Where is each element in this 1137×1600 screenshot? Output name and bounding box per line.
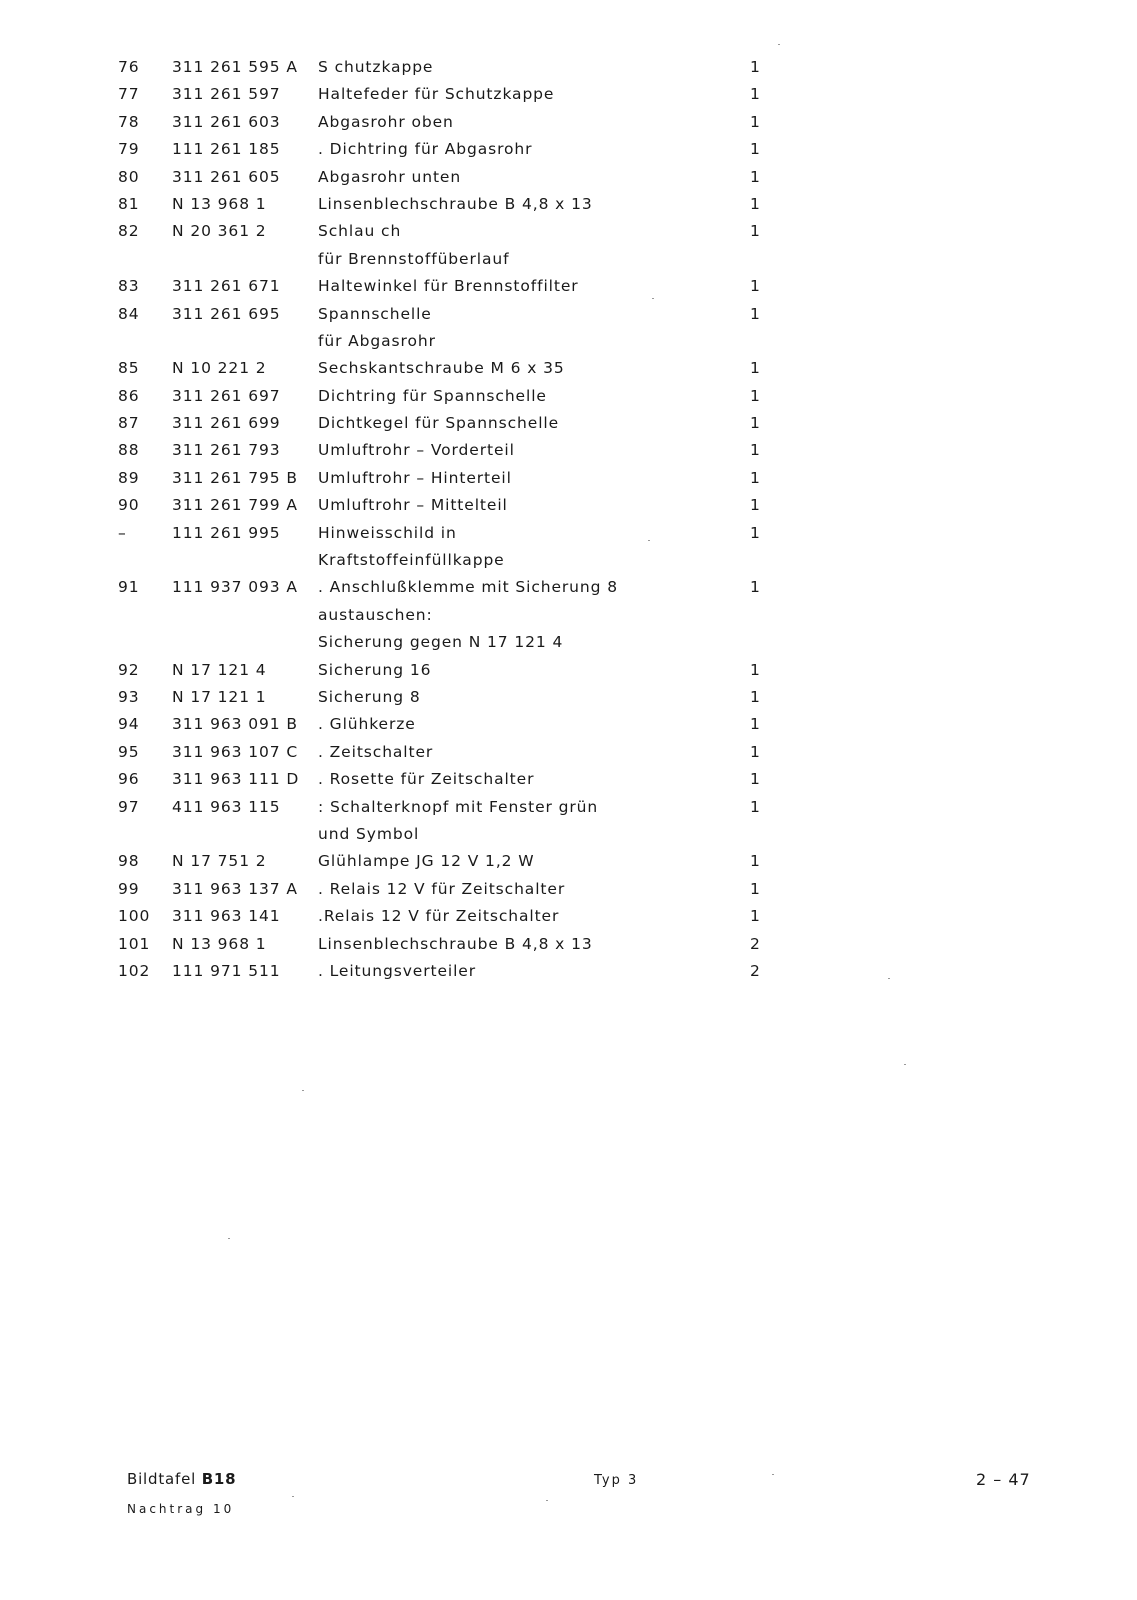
row-number: 89 — [118, 468, 140, 487]
row-number: 98 — [118, 852, 140, 871]
parts-row — [0, 385, 1137, 412]
part-description: Sicherung 8 — [318, 687, 421, 706]
part-number: 311 963 141 — [172, 907, 281, 926]
row-number: 97 — [118, 797, 140, 816]
parts-row — [0, 439, 1137, 466]
parts-row — [0, 56, 1137, 83]
page-number: 2 – 47 — [976, 1470, 1031, 1489]
part-number: N 20 361 2 — [172, 222, 267, 241]
part-number: N 17 751 2 — [172, 852, 267, 871]
scan-speck — [888, 978, 890, 979]
row-number: 84 — [118, 304, 140, 323]
part-description: . Anschlußklemme mit Sicherung 8 — [318, 578, 618, 597]
parts-row — [0, 220, 1137, 247]
part-number: N 17 121 1 — [172, 687, 267, 706]
part-description: : Schalterknopf mit Fenster grün — [318, 797, 599, 816]
parts-row — [0, 330, 1137, 357]
row-number: 101 — [118, 934, 151, 953]
part-number: N 13 968 1 — [172, 194, 267, 213]
row-number: 80 — [118, 167, 140, 186]
row-number: 85 — [118, 359, 140, 378]
part-description: Kraftstoffeinfüllkappe — [318, 551, 505, 570]
quantity: 1 — [750, 852, 761, 871]
part-description: Sicherung 16 — [318, 660, 432, 679]
row-number: 83 — [118, 277, 140, 296]
part-description: für Brennstoffüberlauf — [318, 249, 510, 268]
part-description: . Zeitschalter — [318, 742, 434, 761]
parts-row — [0, 686, 1137, 713]
part-number: 311 261 795 B — [172, 468, 298, 487]
quantity: 1 — [750, 167, 761, 186]
part-description: . Rosette für Zeitschalter — [318, 770, 535, 789]
quantity: 1 — [750, 441, 761, 460]
plate-id: B18 — [201, 1470, 237, 1488]
quantity: 1 — [750, 660, 761, 679]
parts-row — [0, 111, 1137, 138]
parts-row — [0, 933, 1137, 960]
row-number: 79 — [118, 140, 140, 159]
parts-row — [0, 768, 1137, 795]
part-description: . Glühkerze — [318, 715, 416, 734]
parts-row — [0, 905, 1137, 932]
quantity: 1 — [750, 797, 761, 816]
row-number: – — [118, 523, 127, 542]
part-description: Haltefeder für Schutzkappe — [318, 85, 555, 104]
part-number: 311 261 605 — [172, 167, 281, 186]
quantity: 1 — [750, 386, 761, 405]
quantity: 1 — [750, 907, 761, 926]
quantity: 1 — [750, 359, 761, 378]
parts-row — [0, 823, 1137, 850]
quantity: 1 — [750, 112, 761, 131]
part-description: und Symbol — [318, 824, 420, 843]
quantity: 1 — [750, 194, 761, 213]
parts-row — [0, 166, 1137, 193]
parts-row — [0, 713, 1137, 740]
row-number: 96 — [118, 770, 140, 789]
parts-row — [0, 303, 1137, 330]
quantity: 1 — [750, 742, 761, 761]
quantity: 1 — [750, 879, 761, 898]
part-description: Hinweisschild in — [318, 523, 457, 542]
quantity: 1 — [750, 496, 761, 515]
parts-list — [0, 56, 1137, 987]
part-number: 311 261 697 — [172, 386, 281, 405]
part-description: Linsenblechschraube B 4,8 x 13 — [318, 934, 593, 953]
row-number: 76 — [118, 58, 140, 76]
part-description: Linsenblechschraube B 4,8 x 13 — [318, 194, 593, 213]
scan-speck — [546, 1500, 548, 1501]
parts-row — [0, 549, 1137, 576]
part-description: Umluftrohr – Mittelteil — [318, 496, 508, 515]
part-description: . Leitungsverteiler — [318, 961, 477, 980]
part-description: Sicherung gegen N 17 121 4 — [318, 633, 564, 652]
part-number: 311 261 597 — [172, 85, 281, 104]
quantity: 1 — [750, 140, 761, 159]
parts-row — [0, 960, 1137, 987]
parts-row — [0, 850, 1137, 877]
part-number: 311 261 793 — [172, 441, 281, 460]
part-number: 311 261 695 — [172, 304, 281, 323]
part-number: 311 963 137 A — [172, 879, 298, 898]
part-description: Dichtkegel für Spannschelle — [318, 414, 560, 433]
row-number: 94 — [118, 715, 140, 734]
part-description: . Dichtring für Abgasrohr — [318, 140, 533, 159]
part-number: 111 937 093 A — [172, 578, 298, 597]
quantity: 1 — [750, 687, 761, 706]
part-number: 311 963 107 C — [172, 742, 299, 761]
row-number: 100 — [118, 907, 151, 926]
parts-row — [0, 248, 1137, 275]
parts-row — [0, 878, 1137, 905]
quantity: 2 — [750, 961, 761, 980]
scan-speck — [652, 298, 654, 299]
scan-speck — [292, 1496, 294, 1497]
part-description: Abgasrohr unten — [318, 167, 462, 186]
row-number: 92 — [118, 660, 140, 679]
part-number: 311 261 671 — [172, 277, 281, 296]
row-number: 86 — [118, 386, 140, 405]
part-number: 311 261 799 A — [172, 496, 298, 515]
row-number: 77 — [118, 85, 140, 104]
part-number: N 10 221 2 — [172, 359, 267, 378]
plate-label: Bildtafel — [127, 1470, 197, 1488]
parts-row — [0, 659, 1137, 686]
quantity: 1 — [750, 523, 761, 542]
quantity: 1 — [750, 277, 761, 296]
parts-row — [0, 138, 1137, 165]
part-description: .Relais 12 V für Zeitschalter — [318, 907, 560, 926]
quantity: 1 — [750, 85, 761, 104]
plate-reference — [127, 1470, 236, 1488]
row-number: 99 — [118, 879, 140, 898]
parts-row — [0, 83, 1137, 110]
parts-row — [0, 796, 1137, 823]
row-number: 91 — [118, 578, 140, 597]
part-number: N 13 968 1 — [172, 934, 267, 953]
quantity: 1 — [750, 578, 761, 597]
parts-row — [0, 576, 1137, 603]
scan-speck — [904, 1064, 906, 1065]
parts-row — [0, 494, 1137, 521]
row-number: 102 — [118, 961, 151, 980]
part-description: Dichtring für Spannschelle — [318, 386, 547, 405]
quantity: 1 — [750, 715, 761, 734]
quantity: 1 — [750, 222, 761, 241]
scan-speck — [302, 1090, 304, 1091]
parts-row — [0, 522, 1137, 549]
parts-row — [0, 604, 1137, 631]
part-number: 311 261 699 — [172, 414, 281, 433]
part-description: Glühlampe JG 12 V 1,2 W — [318, 852, 535, 871]
part-number: 111 261 995 — [172, 523, 281, 542]
row-number: 78 — [118, 112, 140, 131]
quantity: 1 — [750, 468, 761, 487]
parts-row — [0, 741, 1137, 768]
scan-speck — [228, 1238, 230, 1239]
part-description: S chutzkappe — [318, 58, 434, 76]
vehicle-type: Typ 3 — [594, 1473, 639, 1488]
part-description: Sechskantschraube M 6 x 35 — [318, 359, 565, 378]
scan-speck — [778, 44, 780, 45]
part-description: Haltewinkel für Brennstoffilter — [318, 277, 579, 296]
quantity: 1 — [750, 770, 761, 789]
part-number: 311 261 603 — [172, 112, 281, 131]
parts-row — [0, 467, 1137, 494]
part-number: 411 963 115 — [172, 797, 281, 816]
row-number: 95 — [118, 742, 140, 761]
row-number: 93 — [118, 687, 140, 706]
part-description: austauschen: — [318, 605, 433, 624]
part-description: Umluftrohr – Vorderteil — [318, 441, 515, 460]
part-number: 311 963 091 B — [172, 715, 298, 734]
part-number: 311 261 595 A — [172, 58, 298, 76]
row-number: 88 — [118, 441, 140, 460]
row-number: 90 — [118, 496, 140, 515]
part-number: 311 963 111 D — [172, 770, 300, 789]
supplement-note: Nachtrag 10 — [127, 1502, 235, 1516]
scan-speck — [648, 540, 650, 541]
quantity: 2 — [750, 934, 761, 953]
part-description: Spannschelle — [318, 304, 432, 323]
row-number: 82 — [118, 222, 140, 241]
parts-row — [0, 631, 1137, 658]
part-number: 111 971 511 — [172, 961, 281, 980]
parts-row — [0, 357, 1137, 384]
parts-row — [0, 275, 1137, 302]
part-number: 111 261 185 — [172, 140, 281, 159]
quantity: 1 — [750, 304, 761, 323]
part-description: Abgasrohr oben — [318, 112, 454, 131]
row-number: 81 — [118, 194, 140, 213]
quantity: 1 — [750, 58, 761, 76]
part-description: für Abgasrohr — [318, 331, 436, 350]
row-number: 87 — [118, 414, 140, 433]
parts-row — [0, 412, 1137, 439]
part-description: Umluftrohr – Hinterteil — [318, 468, 512, 487]
scan-speck — [772, 1474, 774, 1475]
part-number: N 17 121 4 — [172, 660, 267, 679]
part-description: . Relais 12 V für Zeitschalter — [318, 879, 566, 898]
parts-row — [0, 193, 1137, 220]
quantity: 1 — [750, 414, 761, 433]
part-description: Schlau ch — [318, 222, 402, 241]
